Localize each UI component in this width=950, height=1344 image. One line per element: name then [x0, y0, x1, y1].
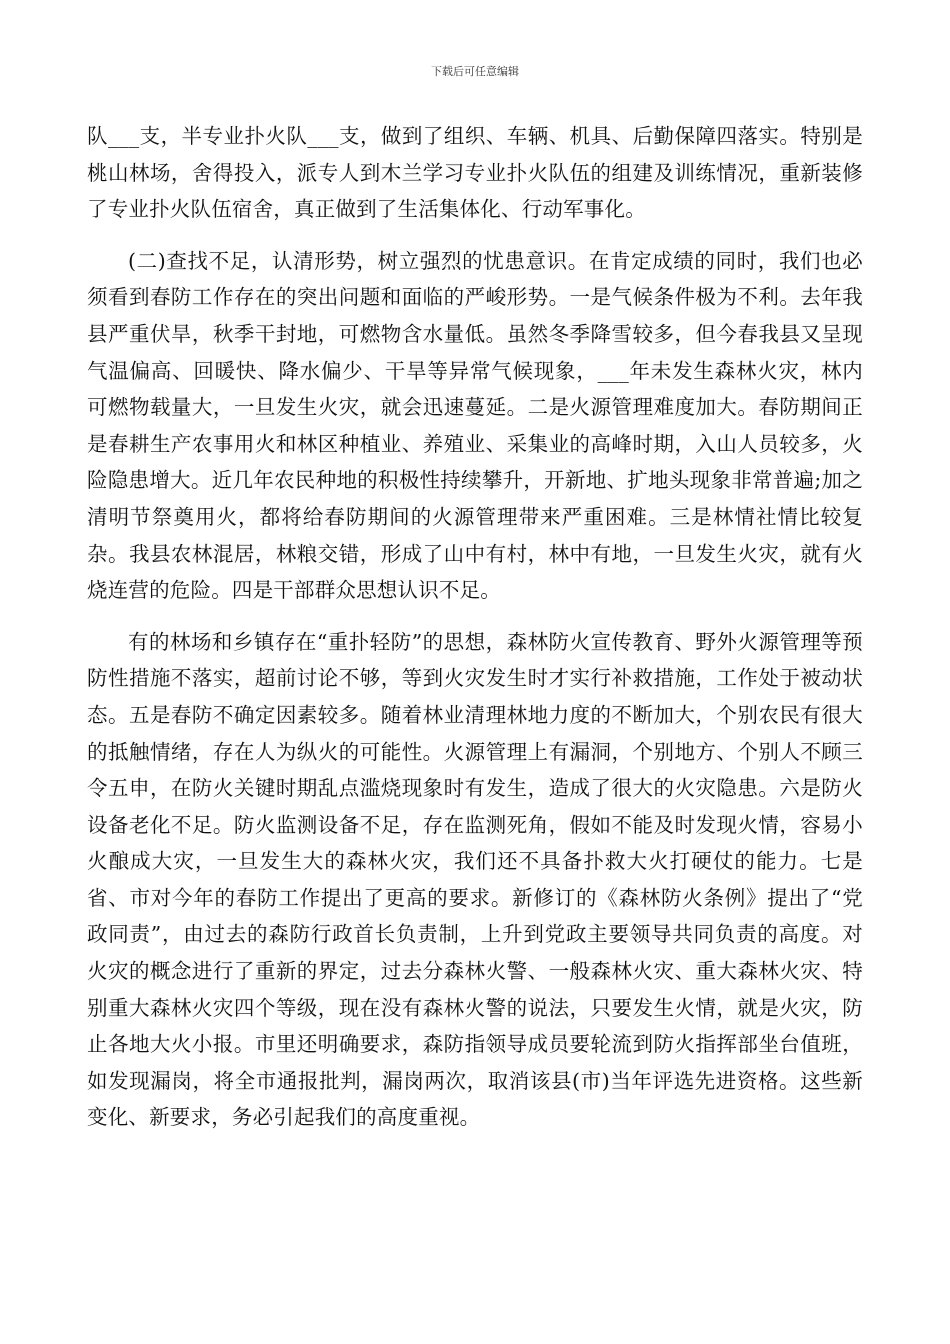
paragraph-shortcomings: (二)查找不足，认清形势，树立强烈的忧患意识。在肯定成绩的同时，我们也必须看到春防工作存在的突出问题和面临的严峻形势。一是气候条件极为不利。去年我县严重伏旱，秋季干封地，可燃物含水量低。虽然冬季降雪较多，但今春我县又呈现气温偏高、回暖快、降水偏少、干旱等异常气候现象，___年未发生森林火灾，林内可燃物载量大，一旦发生火灾，就会迅速蔓延。二是火源管理难度加大。春防期间正是春耕生产农事用火和林区种植业、养殖业、采集业的高峰时期，入山人员较多，火险隐患增大。近几年农民种地的积极性持续攀升，开新地、扩地头现象非常普遍;加之清明节祭奠用火，都将给春防期间的火源管理带来严重困难。三是林情社情比较复杂。我县农林混居，林粮交错，形成了山中有村，林中有地，一旦发生火灾，就有火烧连营的危险。四是干部群众思想认识不足。: [87, 248, 863, 603]
paragraph-situation: 有的林场和乡镇存在“重扑轻防”的思想，森林防火宣传教育、野外火源管理等预防性措施不落实，超前讨论不够，等到火灾发生时才实行补救措施，工作处于被动状态。五是春防不确定因素较多。随着林业清理林地力度的不断加大，个别农民有很大的抵触情绪，存在人为纵火的可能性。火源管理上有漏洞，个别地方、个别人不顾三令五申，在防火关键时期乱点滥烧现象时有发生，造成了很大的火灾隐患。六是防火设备老化不足。防火监测设备不足，存在监测死角，假如不能及时发现火情，容易小火酿成大灾，一旦发生大的森林火灾，我们还不具备扑救大火打硬仗的能力。七是省、市对今年的春防工作提出了更高的要求。新修订的《森林防火条例》提出了“党政同责”，由过去的森防行政首长负责制，上升到党政主要领导共同负责的高度。对火灾的概念进行了重新的界定，过去分森林火警、一般森林火灾、重大森林火灾、特别重大森林火灾四个等级，现在没有森林火警的说法，只要发生火情，就是火灾，防止各地大火小报。市里还明确要求，森防指领导成员要轮流到防火指挥部坐台值班，如发现漏岗，将全市通报批判，漏岗两次，取消该县(市)当年评选先进资格。这些新变化、新要求，务必引起我们的高度重视。: [87, 629, 863, 1130]
document-body: [87, 118, 863, 1136]
page-header: 下载后可任意编辑: [431, 65, 519, 78]
paragraph-continuation: 队___支，半专业扑火队___支，做到了组织、车辆、机具、后勤保障四落实。特别是桃山林场，舍得投入，派专人到木兰学习专业扑火队伍的组建及训练情况，重新装修了专业扑火队伍宿舍，真正做到了生活集体化、行动军事化。: [87, 124, 863, 222]
